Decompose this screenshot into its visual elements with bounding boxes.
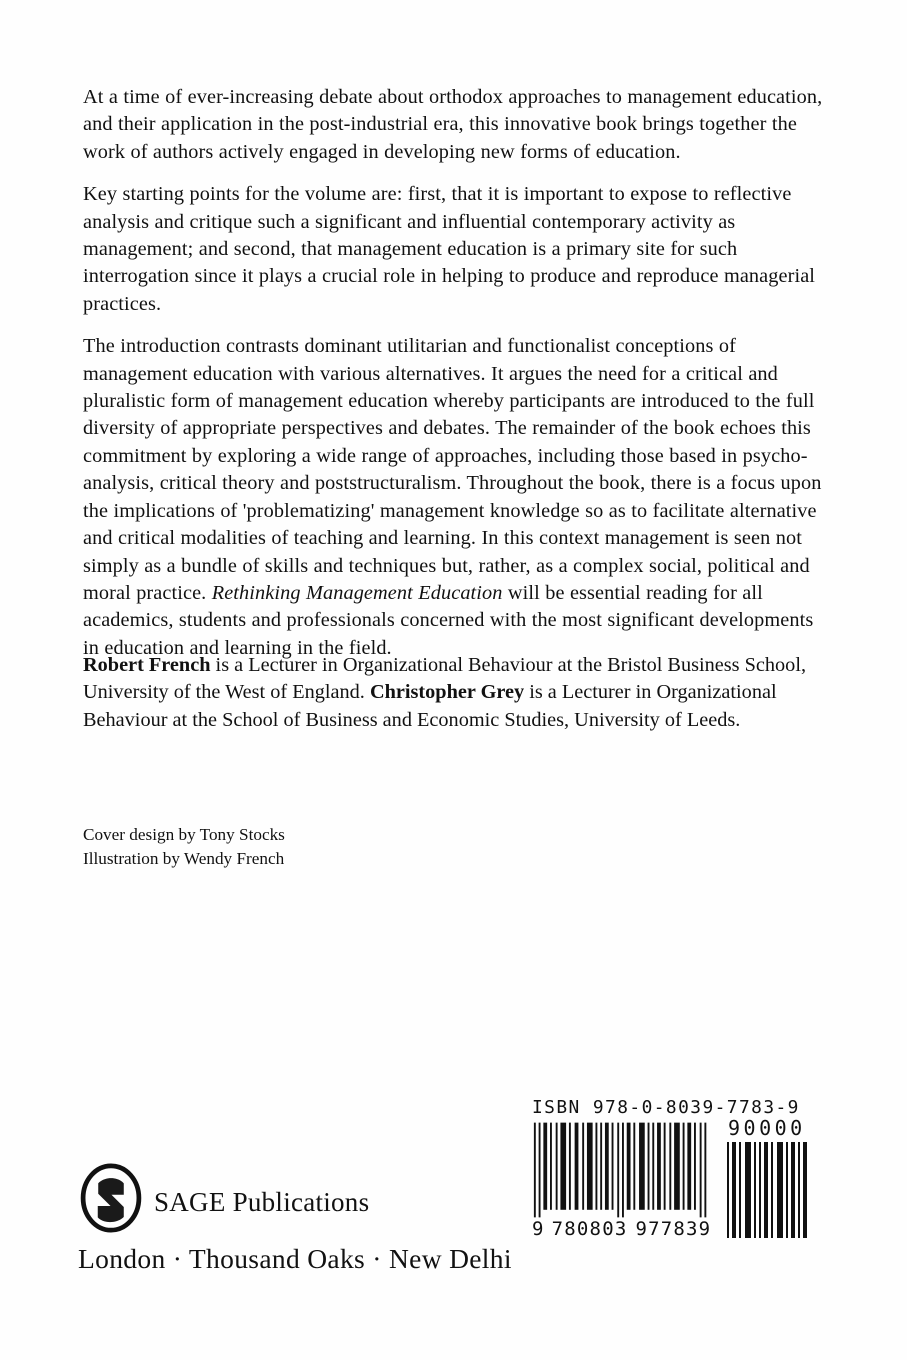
ean13-bars (532, 1120, 712, 1220)
ean13-barcode (532, 1120, 712, 1240)
addon-barcode (725, 1116, 810, 1243)
illustration-credit: Illustration by Wendy French (83, 848, 285, 868)
blurb-paragraph-3 (83, 333, 828, 662)
ean13-left-group: 780803 (551, 1218, 628, 1240)
author-name-robert-french: Robert French (83, 654, 211, 676)
blurb-paragraph-2: Key starting points for the volume are: first, that it is important to expose to reflective analysis and critique such a significant and influential contemporary activity as management; and second, that management education is a primary site for such interrogation since it plays a crucial role in helping to produce and reproduce managerial practices. (83, 183, 816, 315)
author-bio (83, 652, 831, 734)
ean13-digits (532, 1218, 712, 1240)
blurb-paragraph-3-part-1: The introduction contrasts dominant utilitarian and functionalist conceptions of management education with various alternatives. It argues the need for a critical and pluralistic form of management education whereby participants are introduced to the full diversity of appropriate perspectives and debates. The remainder of the book echoes this commitment by exploring a wide range of approaches, including those based in psycho-analysis, critical theory and poststructuralism. Throughout the book, there is a focus upon the implications of 'problematizing' management knowledge so as to facilitate alternative and critical modalities of teaching and learning. In this context management is seen not simply as a bundle of skills and techniques but, rather, as a complex social, political and moral practice. (83, 335, 822, 604)
publisher-block (78, 1163, 512, 1275)
cover-credits (83, 823, 285, 870)
author-bio-segment-1: is a Lecturer in Organizational Behaviour at the Bristol Business School, University of the West of England. (83, 654, 807, 704)
cover-design-credit: Cover design by Tony Stocks (83, 825, 285, 844)
author-bio-segment-2: is a Lecturer in Organizational Behaviour at the School of Business and Economic Studies, University of Leeds. (83, 681, 777, 731)
ean13-right-group: 977839 (635, 1218, 712, 1240)
isbn-text: ISBN 978-0-8039-7783-9 (532, 1098, 800, 1118)
addon-digits: 90000 (728, 1116, 806, 1140)
publisher-cities: London · Thousand Oaks · New Delhi (78, 1243, 512, 1274)
publisher-name: SAGE Publications (154, 1186, 370, 1217)
blurb-paragraph-1: At a time of ever-increasing debate about orthodox approaches to management education, and their application in the post-industrial era, this innovative book brings together the work of authors actively engaged in developing new forms of education. (83, 86, 823, 163)
author-name-christopher-grey: Christopher Grey (369, 681, 525, 704)
addon-bars (725, 1142, 810, 1238)
blurb-paragraph-3-part-2: will be essential reading for all academics, students and professionals concerned with the most significant developments in education and learning in the field. (83, 581, 814, 659)
sage-oval-s-logo-icon (78, 1163, 144, 1233)
blurb-text-block (83, 84, 828, 676)
ean13-lead-digit: 9 (532, 1218, 545, 1240)
publisher-name-row (78, 1163, 498, 1233)
barcode-block (532, 1098, 837, 1243)
barcode-graphics (532, 1116, 837, 1243)
book-title-italic: Rethinking Management Education (211, 581, 503, 604)
